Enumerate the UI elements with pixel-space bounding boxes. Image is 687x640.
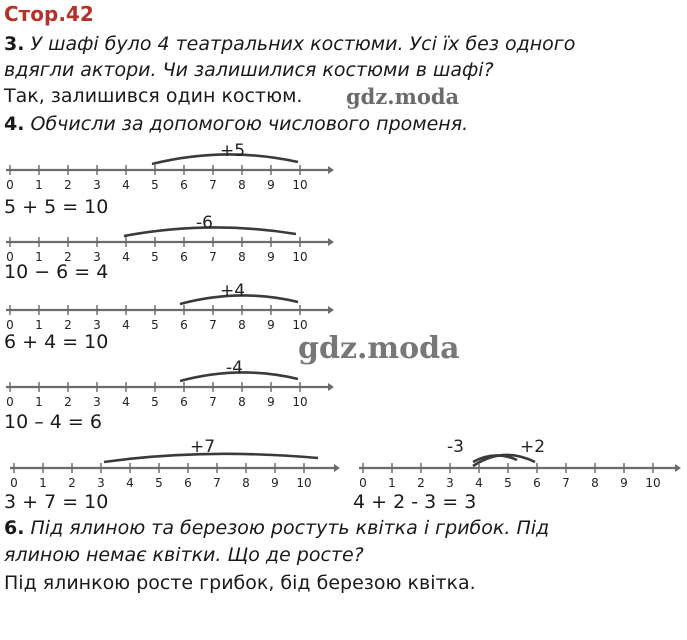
tick-label: 4: [122, 395, 130, 409]
tick-label: 2: [64, 318, 72, 332]
axis-arrow: [675, 464, 681, 472]
task6-text-1: Під ялиною та березою ростуть квітка і грибок. Під: [30, 517, 550, 539]
tick-label: 5: [151, 250, 159, 264]
tick-label: 7: [209, 318, 217, 332]
jump-label-minus: -3: [447, 437, 464, 457]
tick-label: 3: [446, 476, 454, 490]
tick-label: 1: [39, 476, 47, 490]
equation-3: 6 + 4 = 10: [4, 331, 109, 353]
tick-label: 10: [292, 395, 308, 409]
jump-label: +5: [220, 141, 246, 161]
tick-label: 3: [93, 178, 101, 192]
tick-label: 2: [417, 476, 425, 490]
tick-label: 5: [151, 318, 159, 332]
task3-number: 3.: [4, 33, 25, 55]
tick-label: 9: [267, 318, 275, 332]
axis-arrow: [334, 464, 340, 472]
tick-label: 4: [122, 318, 130, 332]
equation-4: 10 – 4 = 6: [4, 411, 102, 433]
task3-line2: вдягли актори. Чи залишилися костюми в шафі?: [4, 59, 494, 81]
equation-6: 4 + 2 - 3 = 3: [353, 491, 477, 513]
tick-label: 10: [645, 476, 661, 490]
tick-label: 9: [267, 250, 275, 264]
jump-label-plus: +2: [520, 437, 546, 457]
task4-text: Обчисли за допомогою числового променя.: [30, 113, 469, 135]
task6-answer: Під ялинкою росте грибок, бід березою квітка.: [4, 572, 476, 594]
tick-label: 4: [122, 250, 130, 264]
tick-label: 8: [238, 250, 246, 264]
tick-label: 1: [388, 476, 396, 490]
tick-label: 7: [209, 250, 217, 264]
axis-arrow: [328, 306, 334, 314]
number-line-4: [0, 355, 340, 407]
tick-label: 9: [267, 395, 275, 409]
tick-label: 9: [271, 476, 279, 490]
tick-label: 4: [122, 178, 130, 192]
number-line-5: [4, 432, 344, 490]
tick-label: 8: [238, 318, 246, 332]
equation-5: 3 + 7 = 10: [4, 491, 109, 513]
tick-label: 7: [209, 178, 217, 192]
watermark-small: gdz.moda: [346, 84, 460, 109]
watermark-big: gdz.moda: [298, 331, 460, 366]
tick-label: 8: [238, 395, 246, 409]
tick-label: 8: [242, 476, 250, 490]
tick-label: 3: [93, 395, 101, 409]
task3-answer: Так, залишився один костюм.: [4, 85, 303, 107]
tick-label: 2: [64, 250, 72, 264]
tick-label: 4: [126, 476, 134, 490]
tick-label: 3: [97, 476, 105, 490]
number-line-1: [0, 138, 340, 190]
tick-label: 3: [93, 250, 101, 264]
tick-label: 1: [35, 318, 43, 332]
tick-label: 3: [93, 318, 101, 332]
tick-label: 2: [64, 395, 72, 409]
equation-1: 5 + 5 = 10: [4, 196, 109, 218]
tick-label: 2: [64, 178, 72, 192]
tick-label: 10: [292, 178, 308, 192]
tick-label: 5: [504, 476, 512, 490]
tick-label: 4: [475, 476, 483, 490]
tick-label: 2: [68, 476, 76, 490]
tick-label: 1: [35, 395, 43, 409]
task4-heading: [4, 113, 468, 135]
tick-label: 6: [180, 250, 188, 264]
tick-label: 10: [296, 476, 312, 490]
task6-number: 6.: [4, 517, 25, 539]
tick-label: 1: [35, 250, 43, 264]
tick-label: 6: [533, 476, 541, 490]
jump-label: -4: [226, 358, 243, 378]
equation-2: 10 − 6 = 4: [4, 261, 109, 283]
tick-label: 0: [6, 318, 14, 332]
jump-label: -6: [196, 213, 213, 233]
tick-label: 6: [180, 395, 188, 409]
page-label: Стор.42: [4, 2, 94, 26]
number-line-6: [355, 432, 685, 490]
tick-label: 0: [6, 178, 14, 192]
axis-arrow: [328, 166, 334, 174]
tick-label: 8: [238, 178, 246, 192]
tick-label: 0: [6, 395, 14, 409]
task3-text-1: У шафі було 4 театральних костюми. Усі їх без одного: [30, 33, 576, 55]
tick-label: 10: [292, 318, 308, 332]
task6-line1: [4, 517, 549, 539]
task6-line2: ялиною немає квітки. Що де росте?: [4, 544, 364, 566]
tick-label: 9: [267, 178, 275, 192]
tick-label: 0: [6, 250, 14, 264]
axis-arrow: [328, 383, 334, 391]
jump-label: +4: [220, 281, 246, 301]
tick-label: 0: [10, 476, 18, 490]
tick-label: 8: [591, 476, 599, 490]
tick-label: 1: [35, 178, 43, 192]
tick-label: 0: [359, 476, 367, 490]
tick-label: 5: [151, 178, 159, 192]
tick-label: 6: [180, 318, 188, 332]
axis-arrow: [328, 238, 334, 246]
number-line-3: [0, 280, 340, 332]
tick-label: 7: [213, 476, 221, 490]
tick-label: 5: [151, 395, 159, 409]
tick-label: 7: [209, 395, 217, 409]
number-line-2: [0, 208, 340, 264]
jump-label: +7: [190, 437, 216, 457]
task3-line1: [4, 33, 575, 55]
task4-number: 4.: [4, 113, 25, 135]
tick-label: 9: [620, 476, 628, 490]
tick-label: 7: [562, 476, 570, 490]
tick-label: 6: [184, 476, 192, 490]
tick-label: 6: [180, 178, 188, 192]
tick-label: 5: [155, 476, 163, 490]
tick-label: 10: [292, 250, 308, 264]
